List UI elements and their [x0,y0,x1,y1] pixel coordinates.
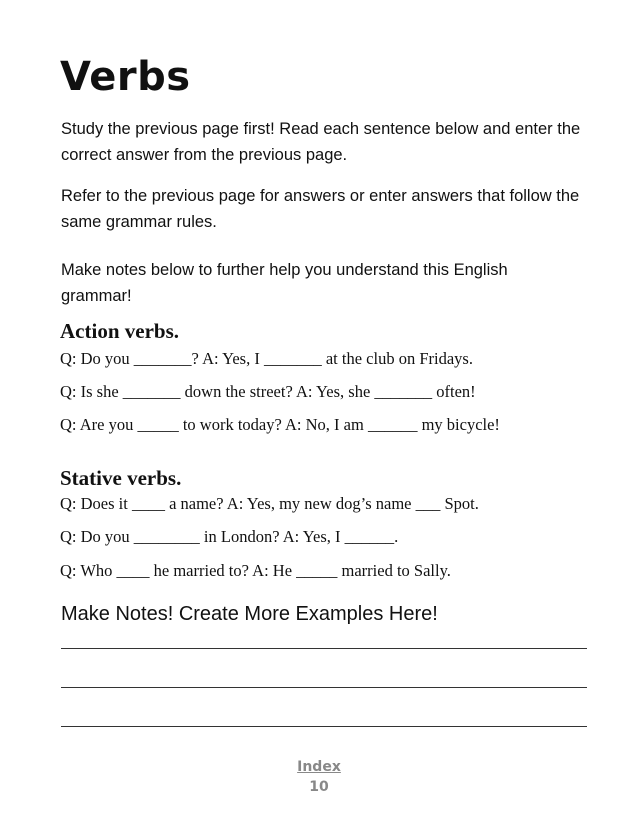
stative-verbs-heading: Stative verbs. [60,466,182,490]
page-number: 10 [309,779,329,795]
index-link[interactable]: Index [297,759,341,775]
stative-question-2: Q: Do you ________ in London? A: Yes, I ______. [60,527,399,546]
note-writing-line [61,726,587,727]
stative-question-1: Q: Does it ____ a name? A: Yes, my new dog’s name ___ Spot. [60,494,479,513]
action-question-1: Q: Do you _______? A: Yes, I _______ at the club on Fridays. [60,349,473,368]
intro-paragraph-notes: Make notes below to further help you understand this English grammar! [61,261,508,305]
action-question-3: Q: Are you _____ to work today? A: No, I am ______ my bicycle! [60,415,500,434]
page-title: Verbs [60,54,191,100]
stative-question-3: Q: Who ____ he married to? A: He _____ married to Sally. [60,561,451,580]
note-writing-line [61,687,587,688]
intro-paragraph-refer: Refer to the previous page for answers or enter answers that follow the same grammar rules. [61,187,580,231]
action-question-2: Q: Is she _______ down the street? A: Yes, she _______ often! [60,382,476,401]
notes-heading: Make Notes! Create More Examples Here! [61,603,438,625]
action-verbs-heading: Action verbs. [60,319,179,343]
intro-paragraph-study: Study the previous page first! Read each sentence below and enter the correct answer from the previous page. [61,120,581,164]
note-writing-line [61,648,587,649]
